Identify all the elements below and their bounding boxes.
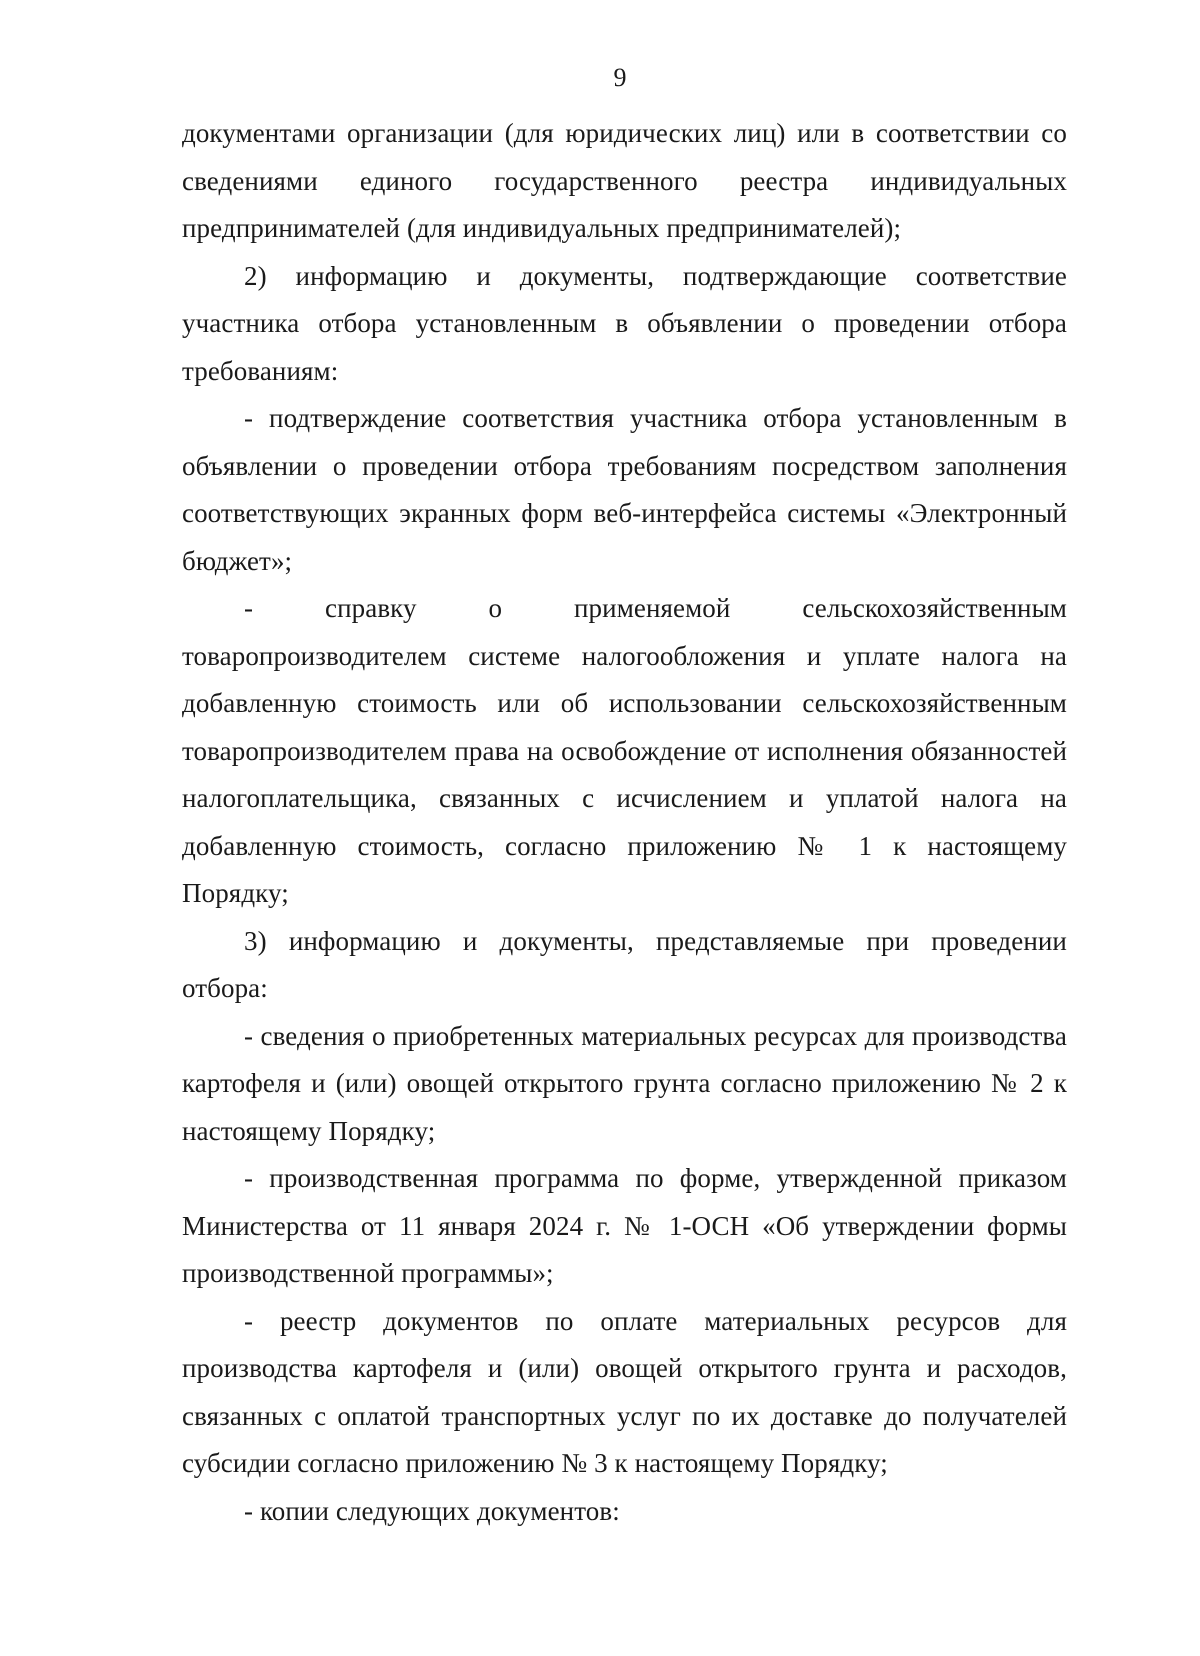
- paragraph-bullet-document-copies: - копии следующих документов:: [244, 1495, 620, 1526]
- paragraph-bullet-resources: - сведения о приобретенных материальных ресурсах для производства картофеля и (или) овощей открытого грунта согласно приложению № 2 к настоящему Порядку;: [182, 1020, 1067, 1146]
- paragraph-item-3: 3) информацию и документы, представляемые при проведении отбора:: [182, 925, 1067, 1003]
- paragraph-bullet-confirmation: - подтверждение соответствия участника отбора установленным в объявлении о проведении отбора требованиям посредством заполнения соответствующих экранных форм веб-интерфейса системы «Электронный бюджет»;: [182, 403, 1067, 576]
- paragraph-bullet-payment-registry: - реестр документов по оплате материальных ресурсов для производства картофеля и (или) овощей открытого грунта и расходов, связанных с оплатой транспортных услуг по их доставке до получателей субсидии согласно приложению № 3 к настоящему Порядку;: [182, 1305, 1067, 1478]
- paragraph-bullet-production-program: - производственная программа по форме, утвержденной приказом Министерства от 11 января 2024 г. № 1-ОСН «Об утверждении формы производственной программы»;: [182, 1163, 1067, 1288]
- paragraph-bullet-tax-certificate: - справку о применяемой сельскохозяйственным товаропроизводителем системе налогообложения и уплате налога на добавленную стоимость или об использовании сельскохозяйственным товаропроизводителем права на освобождение от исполнения обязанностей налогоплательщика, связанных с исчислением и уплатой налога на добавленную стоимость, согласно приложению № 1 к настоящему Порядку;: [182, 593, 1067, 908]
- document-body: [182, 110, 1067, 1535]
- paragraph-item-2: 2) информацию и документы, подтверждающие соответствие участника отбора установленным в объявлении о проведении отбора требованиям:: [182, 260, 1067, 386]
- page-number: 9: [613, 63, 627, 92]
- paragraph-continuation: документами организации (для юридических лиц) или в соответствии со сведениями единого государственного реестра индивидуальных предпринимателей (для индивидуальных предпринимателей);: [182, 118, 1067, 243]
